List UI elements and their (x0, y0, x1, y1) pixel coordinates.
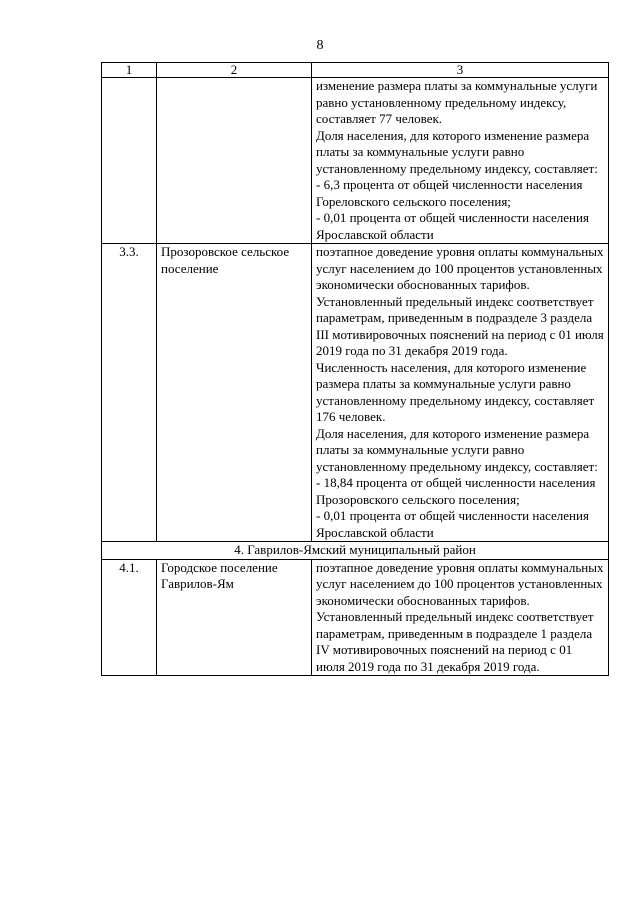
row-paragraph: поэтапное доведение уровня оплаты коммунальных услуг населением до 100 процентов установленных экономически обоснованных тарифов. (316, 244, 604, 292)
row-name: Городское поселение Гаврилов-Ям (157, 559, 312, 676)
row-number (102, 78, 157, 244)
row-paragraph: - 0,01 процента от общей численности населения Ярославской области (316, 210, 589, 242)
row-paragraph: Численность населения, для которого изменение размера платы за коммунальные услуги равно установленному предельному индексу, составляет 176 человек. (316, 359, 595, 424)
row-content (312, 244, 609, 542)
table-row (102, 78, 609, 244)
row-paragraph: изменение размера платы за коммунальные услуги равно установленному предельному индексу, составляет 77 человек. (316, 78, 598, 126)
row-paragraph: Установленный предельный индекс соответствует параметрам, приведенным в подразделе 1 раздела IV мотивировочных пояснений на период с 01 июля 2019 года по 31 декабря 2019 года. (316, 609, 594, 674)
row-content (312, 559, 609, 676)
row-name: Прозоровское сельское поселение (157, 244, 312, 542)
header-col-3: 3 (312, 63, 609, 78)
row-paragraph: Доля населения, для которого изменение размера платы за коммунальные услуги равно установленному предельному индексу, составляет: (316, 127, 598, 176)
table-row (102, 244, 609, 542)
row-paragraph: - 18,84 процента от общей численности населения Прозоровского сельского поселения; (316, 475, 596, 507)
row-paragraph: Доля населения, для которого изменение размера платы за коммунальные услуги равно установленному предельному индексу, составляет: (316, 425, 598, 474)
table-header-row (102, 63, 609, 78)
row-content (312, 78, 609, 244)
document-table (101, 62, 609, 676)
row-paragraph: Установленный предельный индекс соответствует параметрам, приведенным в подразделе 3 раздела III мотивировочных пояснений на период с 01 июля 2019 года по 31 декабря 2019 года. (316, 293, 604, 358)
row-number: 3.3. (102, 244, 157, 542)
page-number: 8 (316, 38, 324, 53)
row-paragraph: - 0,01 процента от общей численности населения Ярославской области (316, 508, 589, 540)
row-number: 4.1. (102, 559, 157, 676)
row-paragraph: поэтапное доведение уровня оплаты коммунальных услуг населением до 100 процентов установленных экономически обоснованных тарифов. (316, 559, 604, 608)
header-col-1: 1 (102, 63, 157, 78)
row-paragraph: - 6,3 процента от общей численности населения Гореловского сельского поселения; (316, 177, 583, 209)
section-row (102, 542, 609, 560)
header-col-2: 2 (157, 63, 312, 78)
section-title: 4. Гаврилов-Ямский муниципальный район (102, 542, 609, 560)
table-row (102, 559, 609, 676)
row-name (157, 78, 312, 244)
